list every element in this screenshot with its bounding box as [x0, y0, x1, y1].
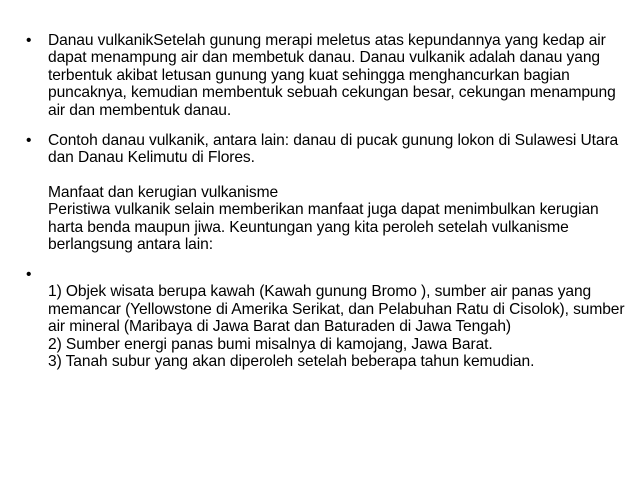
empty-line: [48, 266, 626, 283]
bullet-item-danau-vulkanik: [26, 32, 626, 119]
bullet-marker: •: [26, 132, 32, 150]
bullet-marker: •: [26, 32, 32, 49]
benefit-item: 1) Objek wisata berupa kawah (Kawah gunung Bromo ), sumber air panas yang memancar (Yellowstone di Amerika Serikat, dan Pelabuhan Ratu di Cisolok), sumber air mineral (Maribaya di Jawa Barat dan Baturaden di Jawa Tengah): [48, 283, 625, 336]
benefit-item: 2) Sumber energi panas bumi misalnya di kamojang, Jawa Barat.: [48, 335, 493, 353]
sub-heading: Manfaat dan kerugian vulkanisme: [48, 183, 279, 201]
bullet-marker: •: [26, 266, 32, 284]
sub-text: Peristiwa vulkanik selain memberikan manfaat juga dapat menimbulkan kerugian harta benda maupun jiwa. Keuntungan yang kita peroleh setelah vulkanisme berlangsung antara lain:: [48, 201, 599, 254]
bullet-item-keuntungan: [26, 266, 626, 370]
bullet-text: Contoh danau vulkanik, antara lain: danau di pucak gunung lokon di Sulawesi Utara dan Danau Kelimutu di Flores.: [48, 132, 619, 167]
paragraph-gap: [48, 167, 626, 184]
bullet-item-contoh-danau: [26, 132, 626, 253]
benefit-item: 3) Tanah subur yang akan diperoleh setelah beberapa tahun kemudian.: [48, 353, 535, 371]
bullet-text: Danau vulkanikSetelah gunung merapi meletus atas kepundannya yang kedap air dapat menampung air dan membetuk danau. Danau vulkanik adalah danau yang terbentuk akibat letusan gunung yang kuat sehingga menghancurkan bagian puncaknya, kemudian membentuk sebuah cekungan besar, cekungan menampung air dan membentuk danau.: [48, 32, 616, 119]
bullet-list: [26, 32, 626, 371]
